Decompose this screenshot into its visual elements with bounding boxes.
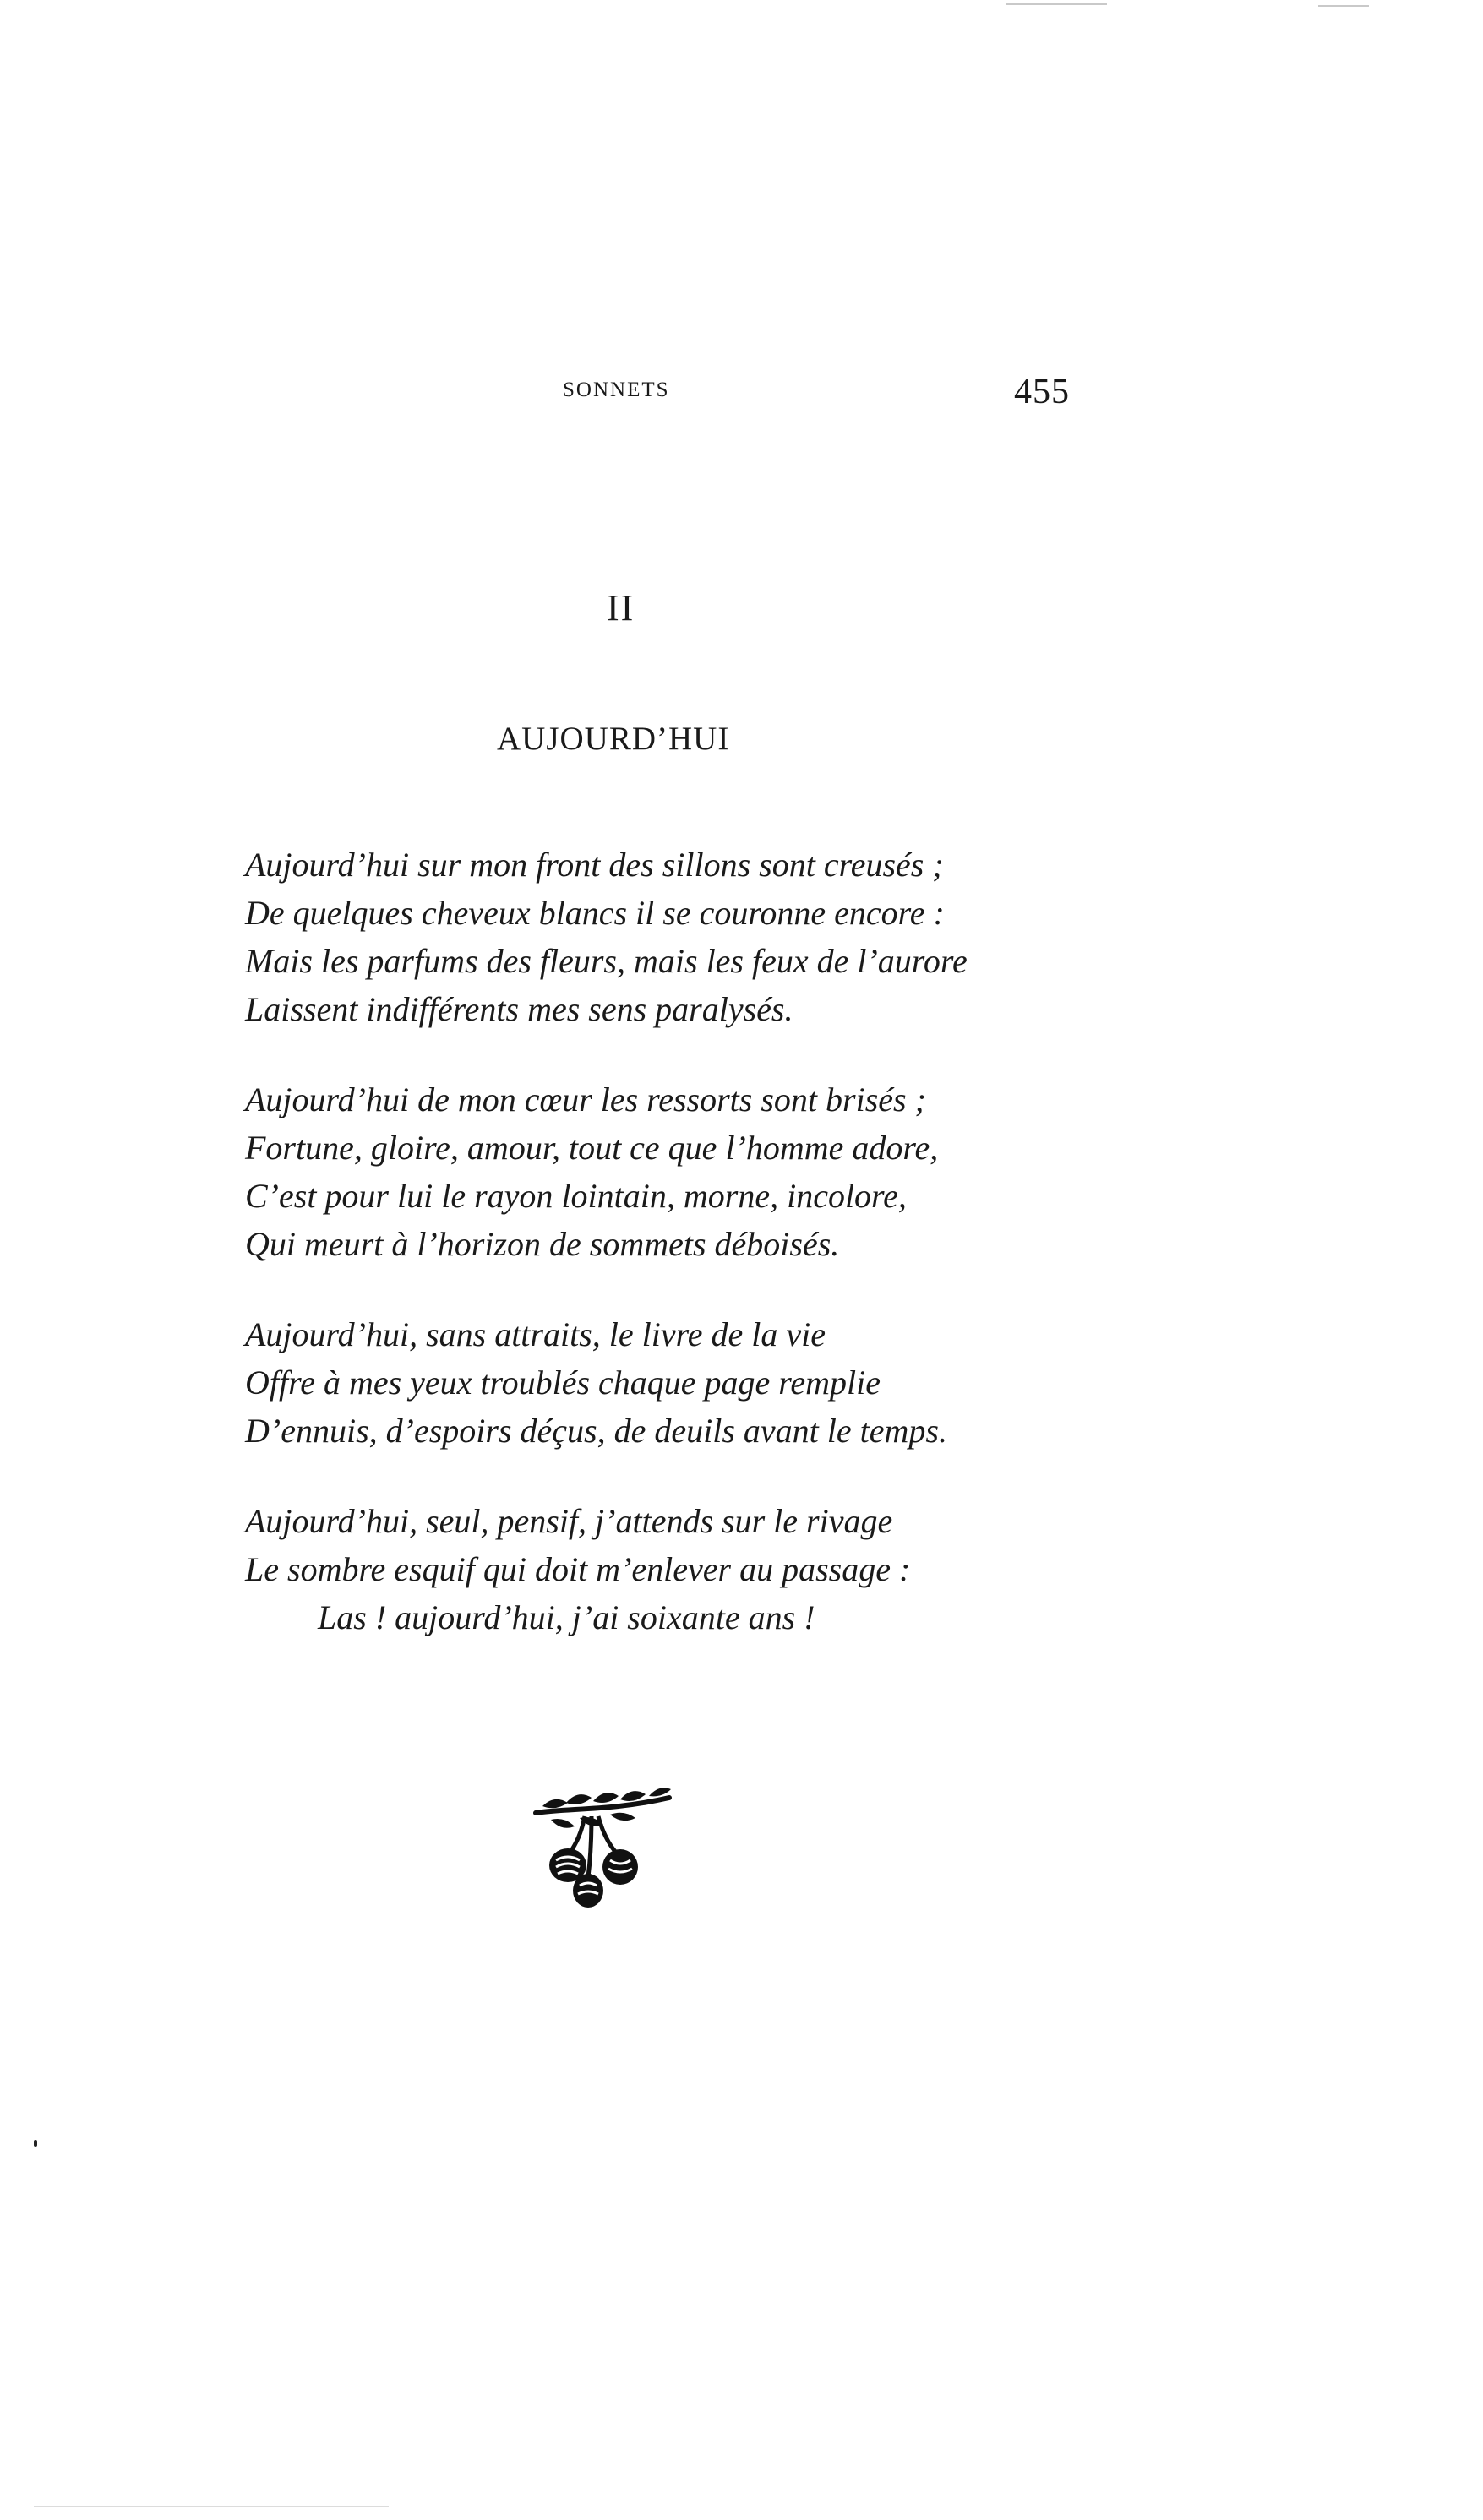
verse-line: Le sombre esquif qui doit m’enlever au passage : <box>245 1550 911 1588</box>
scan-edge-mark-top <box>1006 3 1107 5</box>
verse-line: Laissent indifférents mes sens paralysés. <box>245 990 793 1028</box>
scan-speck <box>34 2140 37 2147</box>
scan-edge-mark-top-2 <box>1318 5 1369 7</box>
verse-line: De quelques cheveux blancs il se couronne encore : <box>245 894 945 932</box>
stanza-4 <box>245 1497 1090 1641</box>
verse-line-final-indented: Las ! aujourd’hui, j’ai soixante ans ! <box>318 1598 815 1636</box>
scan-edge-mark-bottom <box>34 2506 389 2507</box>
verse-line: D’ennuis, d’espoirs déçus, de deuils avant le temps. <box>245 1412 947 1450</box>
verse-line: Offre à mes yeux troublés chaque page remplie <box>245 1363 881 1402</box>
stanza-2 <box>245 1075 1090 1268</box>
verse-line: Fortune, gloire, amour, tout ce que l’homme adore, <box>245 1129 939 1167</box>
verse-line: Aujourd’hui, sans attraits, le livre de la vie <box>245 1315 826 1353</box>
poem-body <box>245 841 1090 1684</box>
verse-line: Aujourd’hui sur mon front des sillons sont creusés ; <box>245 846 944 884</box>
verse-line: C’est pour lui le rayon lointain, morne, incolore, <box>245 1177 907 1215</box>
page-number: 455 <box>1014 373 1070 411</box>
verse-line: Mais les parfums des fleurs, mais les feux de l’aurore <box>245 942 968 980</box>
stanza-3 <box>245 1310 1090 1455</box>
stanza-1 <box>245 841 1090 1033</box>
sonnet-number: II <box>607 587 635 629</box>
verse-line: Qui meurt à l’horizon de sommets déboisés. <box>245 1225 840 1263</box>
floral-tailpiece-icon <box>526 1783 686 1918</box>
verse-line: Aujourd’hui de mon cœur les ressorts sont brisés ; <box>245 1080 926 1118</box>
running-head: SONNETS <box>563 378 670 401</box>
verse-line: Aujourd’hui, seul, pensif, j’attends sur le rivage <box>245 1502 893 1540</box>
poem-title: AUJOURD’HUI <box>497 721 730 757</box>
